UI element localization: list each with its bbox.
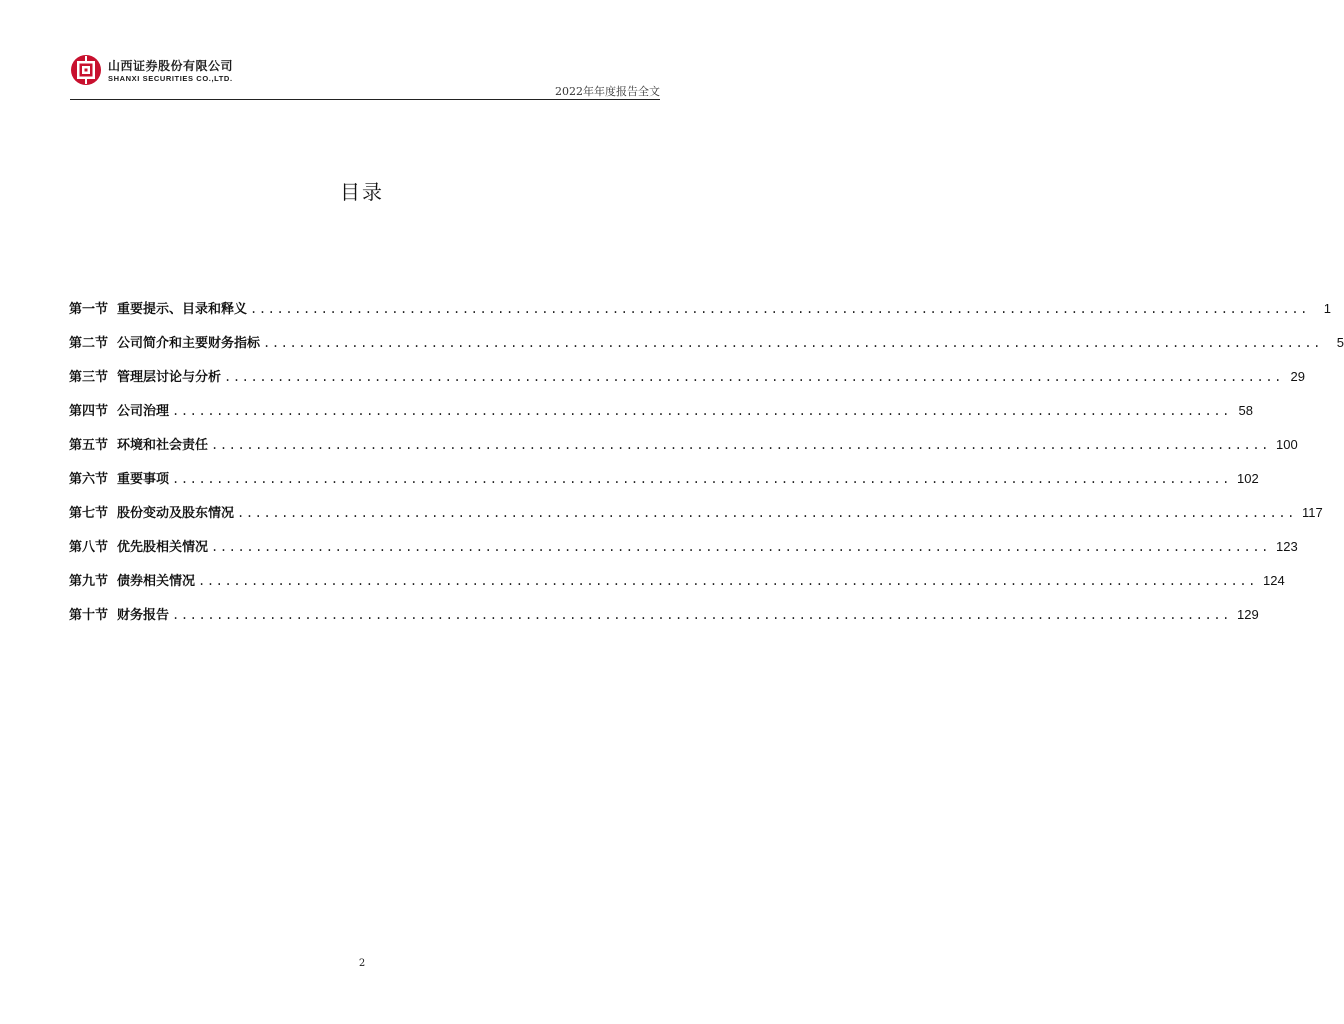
toc-section-title: 重要事项 bbox=[117, 472, 170, 487]
toc-page-number: 29 bbox=[1290, 369, 1305, 384]
toc-leader-dots: ........................................................................................................................ bbox=[172, 608, 1231, 622]
toc-page-number: 123 bbox=[1275, 539, 1298, 554]
toc-page-number: 1 bbox=[1323, 301, 1331, 316]
table-of-contents bbox=[69, 298, 1344, 638]
toc-leader-dots: ........................................................................................................................ bbox=[224, 370, 1283, 384]
toc-section-title: 优先股相关情况 bbox=[117, 540, 209, 555]
toc-section-number: 第九节 bbox=[69, 574, 109, 589]
toc-entry[interactable] bbox=[69, 434, 1298, 468]
company-logo-icon bbox=[70, 54, 102, 86]
page-title: 目录 bbox=[340, 180, 384, 204]
toc-section-number: 第四节 bbox=[69, 404, 109, 419]
toc-leader-dots: ........................................................................................................................ bbox=[172, 404, 1231, 418]
toc-section-number: 第十节 bbox=[69, 608, 109, 623]
toc-section-title: 重要提示、目录和释义 bbox=[117, 302, 248, 317]
page-header bbox=[70, 54, 660, 100]
toc-page-number: 124 bbox=[1262, 573, 1285, 588]
page-number: 2 bbox=[358, 958, 366, 969]
company-name-en: SHANXI SECURITIES CO.,LTD. bbox=[108, 74, 233, 83]
toc-page-number: 129 bbox=[1236, 607, 1259, 622]
toc-entry[interactable] bbox=[69, 570, 1285, 604]
toc-entry[interactable] bbox=[69, 400, 1253, 434]
toc-section-title: 环境和社会责任 bbox=[117, 438, 209, 453]
toc-leader-dots: ........................................................................................................................ bbox=[211, 540, 1270, 554]
toc-section-title: 管理层讨论与分析 bbox=[117, 370, 222, 385]
toc-entry[interactable] bbox=[69, 366, 1305, 400]
toc-entry[interactable] bbox=[69, 502, 1323, 536]
toc-section-title: 股份变动及股东情况 bbox=[117, 506, 235, 521]
report-name: 2022年年度报告全文 bbox=[555, 85, 660, 98]
header-divider bbox=[70, 99, 660, 100]
toc-section-number: 第六节 bbox=[69, 472, 109, 487]
toc-section-title: 财务报告 bbox=[117, 608, 170, 623]
toc-page-number: 102 bbox=[1236, 471, 1259, 486]
toc-page-number: 100 bbox=[1275, 437, 1298, 452]
toc-leader-dots: ........................................................................................................................ bbox=[198, 574, 1257, 588]
toc-page-number: 58 bbox=[1238, 403, 1253, 418]
toc-leader-dots: ........................................................................................................................ bbox=[237, 506, 1296, 520]
toc-section-title: 债券相关情况 bbox=[117, 574, 196, 589]
toc-section-number: 第一节 bbox=[69, 302, 109, 317]
toc-page-number: 5 bbox=[1336, 335, 1344, 350]
company-name-cn: 山西证券股份有限公司 bbox=[108, 59, 234, 73]
toc-section-number: 第三节 bbox=[69, 370, 109, 385]
toc-entry[interactable] bbox=[69, 298, 1331, 332]
toc-section-number: 第五节 bbox=[69, 438, 109, 453]
toc-section-title: 公司治理 bbox=[117, 404, 170, 419]
toc-entry[interactable] bbox=[69, 332, 1344, 366]
toc-section-number: 第二节 bbox=[69, 336, 109, 351]
toc-leader-dots: ........................................................................................................................ bbox=[172, 472, 1231, 486]
toc-leader-dots: ........................................................................................................................ bbox=[263, 336, 1322, 350]
toc-entry[interactable] bbox=[69, 468, 1259, 502]
toc-entry[interactable] bbox=[69, 536, 1298, 570]
toc-leader-dots: ........................................................................................................................ bbox=[211, 438, 1270, 452]
toc-section-title: 公司简介和主要财务指标 bbox=[117, 336, 261, 351]
toc-section-number: 第八节 bbox=[69, 540, 109, 555]
toc-page-number: 117 bbox=[1301, 505, 1323, 520]
toc-leader-dots: ........................................................................................................................ bbox=[250, 302, 1309, 316]
toc-entry[interactable] bbox=[69, 604, 1259, 638]
toc-section-number: 第七节 bbox=[69, 506, 109, 521]
